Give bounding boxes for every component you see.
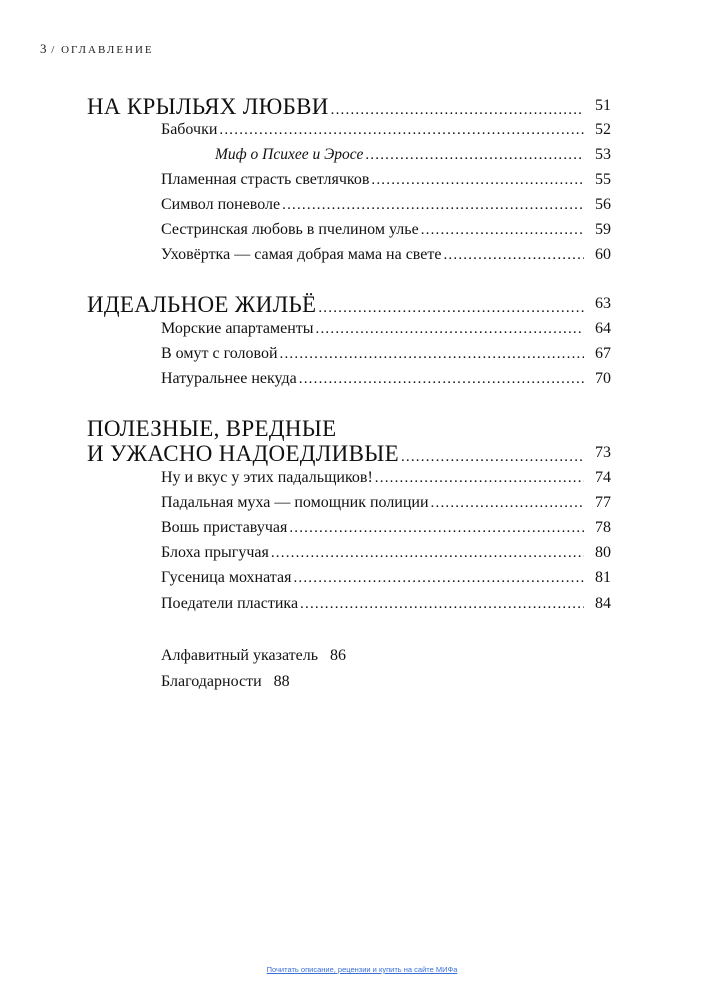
entry-title: Ну и вкус у этих падальщиков! [161,469,373,486]
entry-title: Пламенная страсть светлячков [161,171,370,188]
entry-page-number: 70 [595,370,611,387]
entry-title: Гусеница мохнатая [161,569,292,586]
dot-leader [375,470,584,487]
entry-title: В омут с головой [161,345,278,362]
toc-entry[interactable] [0,320,724,344]
entry-page-number: 60 [595,246,611,263]
dot-leader [316,321,584,338]
backmatter-page-number: 86 [330,647,347,664]
running-head [40,41,154,57]
entry-title: Уховёртка — самая добрая мама на свете [161,246,442,263]
toc-entry[interactable] [0,519,724,543]
entry-title: Натуральнее некуда [161,370,297,387]
toc-section-heading[interactable] [0,94,724,118]
dot-leader [300,596,584,613]
entry-title: Символ поневоле [161,196,281,213]
section-page-number: 63 [595,295,611,312]
dot-leader [365,147,584,164]
running-head-separator: / [51,44,57,56]
section-title: НА КРЫЛЬЯХ ЛЮБВИ [87,94,329,119]
entry-page-number: 52 [595,121,611,138]
toc-section-heading[interactable] [0,292,724,316]
running-head-title: ОГЛАВЛЕНИЕ [61,44,154,56]
toc-entry[interactable] [0,171,724,195]
dot-leader [289,520,584,537]
backmatter-title: Алфавитный указатель [161,647,319,664]
dot-leader [282,197,584,214]
dot-leader [280,346,584,363]
entry-page-number: 64 [595,320,611,337]
entry-page-number: 81 [595,569,611,586]
entry-page-number: 77 [595,494,611,511]
section-title-line1: ПОЛЕЗНЫЕ, ВРЕДНЫЕ [87,416,337,441]
toc-entry[interactable] [0,569,724,593]
dot-leader [318,300,584,317]
entry-page-number: 59 [595,221,611,238]
dot-leader [431,495,584,512]
backmatter-title: Благодарности [161,673,262,690]
dot-leader [293,570,584,587]
entry-title: Вошь приставучая [161,519,288,536]
entry-title: Блоха прыгучая [161,544,269,561]
dot-leader [331,102,584,119]
backmatter-page-number: 88 [273,673,290,690]
dot-leader [401,449,584,466]
running-head-page-number: 3 [40,41,47,56]
toc-entry[interactable] [0,345,724,369]
entry-title: Бабочки [161,121,218,138]
toc-entry[interactable] [0,595,724,619]
entry-page-number: 67 [595,345,611,362]
entry-page-number: 53 [595,146,611,163]
dot-leader [219,122,584,139]
toc-backmatter-acknowledgements[interactable] [161,673,290,691]
entry-title: Миф о Психее и Эросе [215,146,364,163]
entry-page-number: 56 [595,196,611,213]
toc-entry[interactable] [0,494,724,518]
dot-leader [271,545,584,562]
toc-entry[interactable] [0,544,724,568]
dot-leader [371,172,584,189]
dot-leader [443,247,584,264]
entry-page-number: 74 [595,469,611,486]
toc-entry[interactable] [0,370,724,394]
entry-title: Поедатели пластика [161,595,299,612]
toc-entry[interactable] [0,196,724,220]
entry-title: Падальная муха — помощник полиции [161,494,429,511]
dot-leader [299,371,584,388]
toc-entry[interactable] [0,121,724,145]
toc-entry[interactable] [0,246,724,270]
footer-store-link[interactable]: Почитать описание, рецензии и купить на сайте МИФа [266,965,458,974]
toc-backmatter-index[interactable] [161,647,346,665]
dot-leader [421,222,584,239]
toc-section-heading[interactable] [0,441,724,465]
section-page-number: 51 [595,97,611,114]
entry-page-number: 55 [595,171,611,188]
entry-page-number: 80 [595,544,611,561]
section-title: ИДЕАЛЬНОЕ ЖИЛЬЁ [87,292,317,317]
toc-entry[interactable] [0,221,724,245]
entry-title: Сестринская любовь в пчелином улье [161,221,419,238]
toc-entry-myth[interactable] [0,146,724,170]
toc-entry[interactable] [0,469,724,493]
section-page-number: 73 [595,444,611,461]
entry-page-number: 84 [595,595,611,612]
entry-title: Морские апартаменты [161,320,314,337]
section-title: И УЖАСНО НАДОЕДЛИВЫЕ [87,441,399,466]
entry-page-number: 78 [595,519,611,536]
